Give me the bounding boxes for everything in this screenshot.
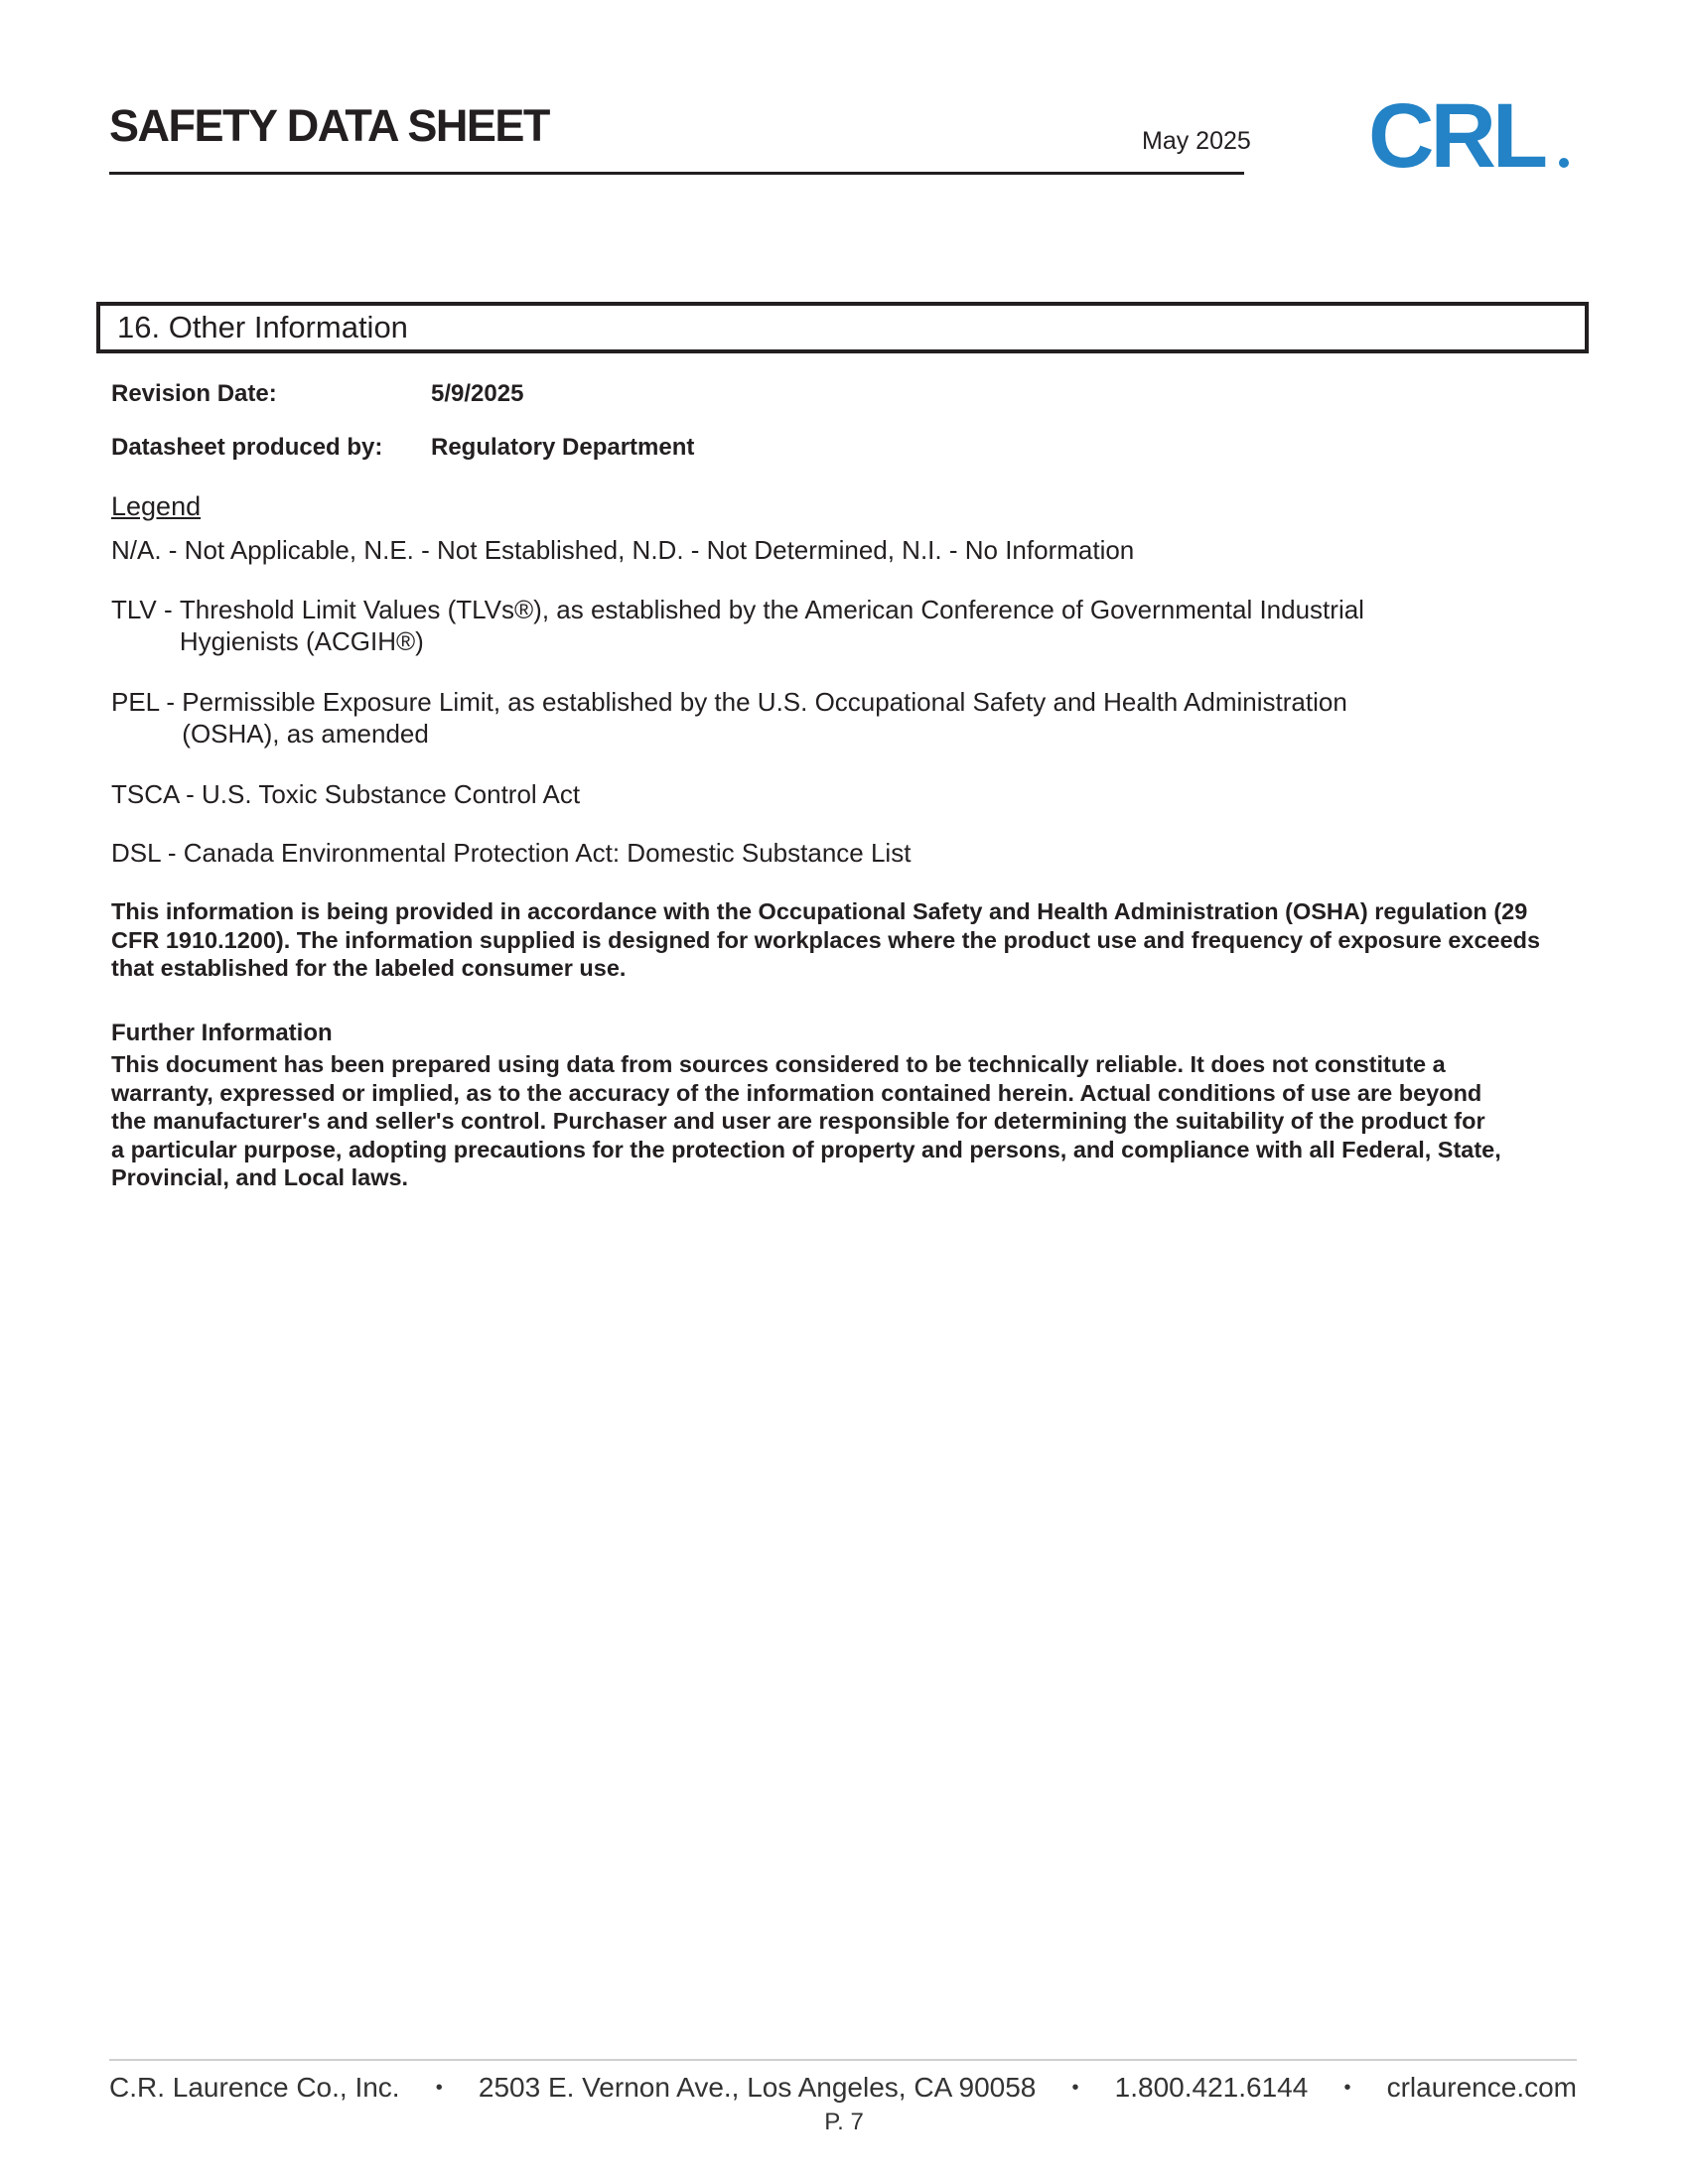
header-divider <box>109 172 1244 175</box>
definition-text: U.S. Toxic Substance Control Act <box>202 779 581 809</box>
further-information-heading: Further Information <box>111 1020 333 1046</box>
footer-contact <box>109 2071 1577 2105</box>
definition-abbr: PEL - <box>111 687 183 717</box>
crl-logo-dot <box>1559 158 1569 168</box>
footer-separator: • <box>1343 2076 1351 2099</box>
further-information-paragraph: This document has been prepared using data from sources considered to be technically reliable. It does not constitute a warranty, expressed or implied, as to the accuracy of the information contained herein. Actual conditions of use are beyond the manufacturer's and seller's control. Purchaser and user are responsible for determining the suitability of the product for a particular purpose, adopting precautions for the protection of property and persons, and compliance with all Federal, State, Provincial, and Local laws. <box>111 1051 1501 1190</box>
definition-text: Canada Environmental Protection Act: Domestic Substance List <box>183 838 912 868</box>
definition-abbr: DSL - <box>111 838 184 868</box>
definition-abbr: TSCA - <box>111 779 203 809</box>
definition-pel <box>111 686 1432 750</box>
crl-logo-text: CRL <box>1368 91 1545 177</box>
page-number: P. 7 <box>824 2109 864 2135</box>
document-title: SAFETY DATA SHEET <box>109 100 549 151</box>
footer-company: C.R. Laurence Co., Inc. <box>109 2072 400 2103</box>
osha-paragraph: This information is being provided in accordance with the Occupational Safety and Health Administration (OSHA) regulation (29 CFR 1910.1200). The information supplied is designed for workplaces where the product use and frequency of exposure exceeds that established for the labeled consumer use. <box>111 898 1541 981</box>
legend-heading: Legend <box>111 491 202 521</box>
revision-date-label: Revision Date: <box>111 380 277 407</box>
produced-by-label: Datasheet produced by: <box>111 434 383 461</box>
revision-date-value: 5/9/2025 <box>431 380 524 407</box>
crl-logo <box>1368 91 1577 177</box>
footer-separator: • <box>1071 2076 1079 2099</box>
definition-dsl <box>111 837 1432 869</box>
section-title: 16. Other Information <box>117 310 408 344</box>
footer-separator: • <box>435 2076 443 2099</box>
footer-divider <box>109 2059 1577 2061</box>
document-date: May 2025 <box>1142 127 1251 155</box>
definition-abbr: TLV - <box>111 595 180 624</box>
footer-address: 2503 E. Vernon Ave., Los Angeles, CA 90058 <box>478 2072 1037 2103</box>
definition-tlv <box>111 594 1432 657</box>
footer-website: crlaurence.com <box>1386 2072 1577 2103</box>
definition-tsca <box>111 778 1432 810</box>
definition-text: Permissible Exposure Limit, as established by the U.S. Occupational Safety and Health Administration (OSHA), as amended <box>182 687 1347 749</box>
definition-text: Threshold Limit Values (TLVs®), as established by the American Conference of Governmental Industrial Hygienists (ACGIH®) <box>179 595 1364 656</box>
footer-phone: 1.800.421.6144 <box>1114 2072 1309 2103</box>
legend-abbreviations: N/A. - Not Applicable, N.E. - Not Established, N.D. - Not Determined, N.I. - No Information <box>111 535 1135 565</box>
produced-by-value: Regulatory Department <box>431 434 695 461</box>
